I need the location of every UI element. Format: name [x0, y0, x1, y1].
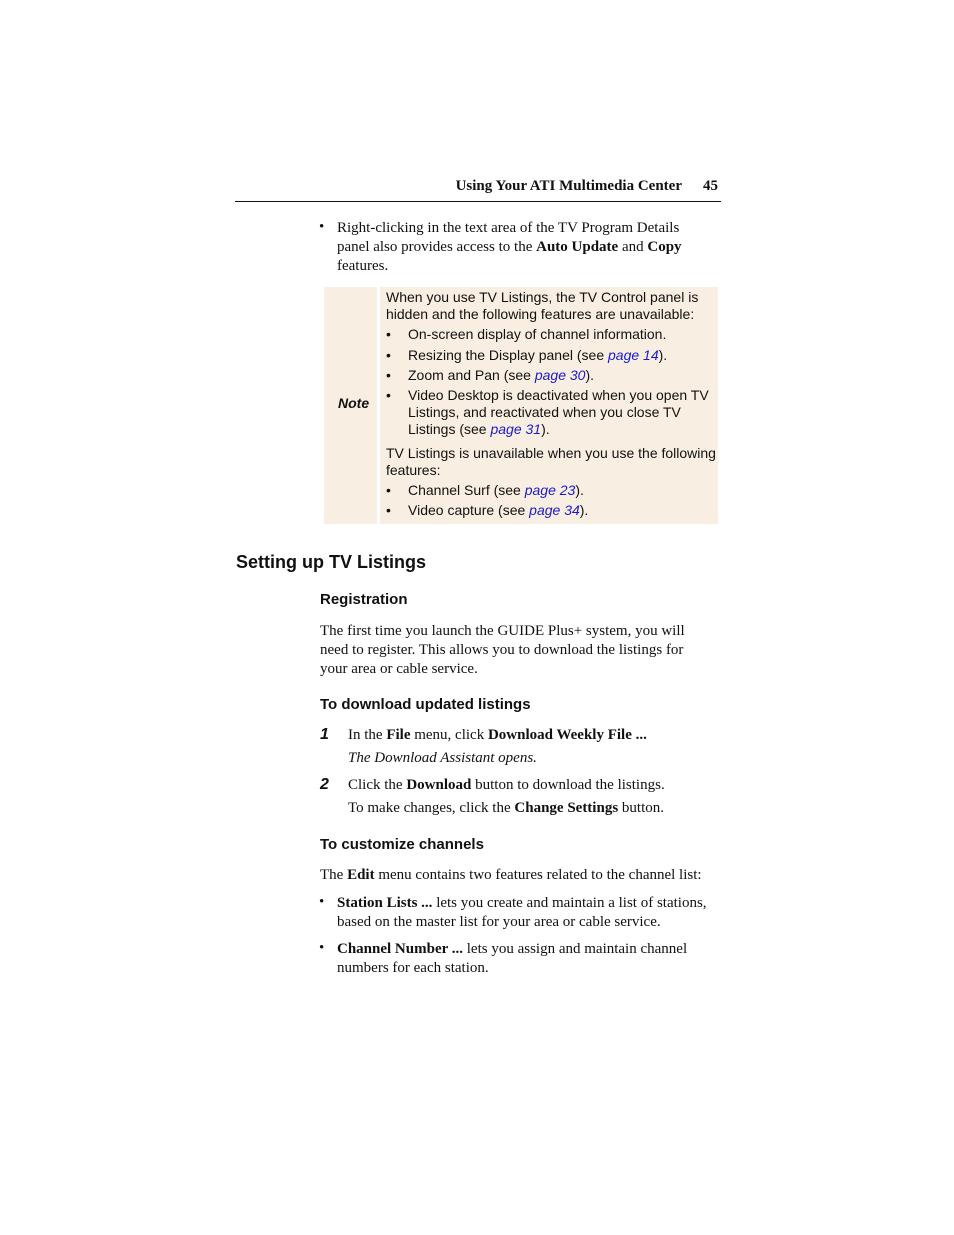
bullet-icon: • [386, 482, 391, 498]
note-item-text: Resizing the Display panel (see [408, 347, 608, 363]
bullet-icon: • [319, 219, 325, 235]
intro-bullet-text [337, 219, 717, 276]
step-text [348, 776, 665, 795]
note-label-cell [324, 287, 377, 524]
note-paragraph [386, 289, 716, 323]
note-item [408, 482, 584, 499]
step-number: 1 [320, 726, 329, 743]
note-line: hidden and the following features are unavailable: [386, 306, 695, 322]
file-menu-term: File [386, 727, 411, 743]
note-item [408, 387, 716, 438]
paragraph-line: your area or cable service. [320, 661, 478, 677]
copy-term: Copy [647, 239, 682, 255]
note-paragraph [386, 445, 716, 479]
bullet-icon: • [319, 894, 325, 910]
note-item-line: Listings, and reactivated when you close TV [408, 404, 681, 420]
note-item-text: Zoom and Pan (see [408, 367, 535, 383]
note-content-cell [380, 287, 718, 524]
note-item: On-screen display of channel information. [408, 326, 667, 342]
step-note [348, 799, 664, 818]
auto-update-term: Auto Update [536, 239, 619, 255]
note-item-text: ). [658, 347, 668, 363]
note-line: When you use TV Listings, the TV Control panel is [386, 289, 699, 305]
paragraph-line: The first time you launch the GUIDE Plus+ system, you will [320, 623, 685, 639]
step-text-part: button to download the listings. [471, 777, 665, 793]
customize-heading: To customize channels [320, 836, 484, 853]
intro-text: panel also provides access to the [337, 239, 537, 255]
page-link[interactable]: page 30 [534, 367, 586, 383]
note-item-text: ). [585, 367, 595, 383]
bullet-icon: • [386, 347, 391, 363]
note-item-text: Video capture (see [408, 502, 530, 518]
page-link[interactable]: page 34 [529, 502, 580, 518]
edit-menu-term: Edit [347, 867, 375, 883]
step-text-part: menu, click [410, 727, 488, 743]
note-item-line: Video Desktop is deactivated when you open TV [408, 387, 709, 403]
page-number: 45 [703, 178, 718, 194]
step-text-part: button. [618, 800, 664, 816]
note-item-line [408, 421, 716, 438]
download-heading: To download updated listings [320, 696, 531, 713]
step-text-part: Click the [348, 777, 407, 793]
page-link[interactable]: page 23 [524, 482, 576, 498]
note-item-text: ). [579, 502, 589, 518]
bullet-icon: • [386, 367, 391, 383]
bullet-icon: • [386, 387, 391, 403]
intro-text: The [320, 867, 348, 883]
customize-intro [320, 866, 702, 885]
step-number: 2 [320, 776, 329, 793]
header-rule [235, 201, 721, 202]
intro-text: and [618, 239, 648, 255]
bullet-line: based on the master list for your area or cable service. [337, 914, 661, 930]
intro-line: Right-clicking in the text area of the TV Program Details [337, 220, 680, 236]
customize-bullet [337, 940, 722, 978]
note-item [408, 502, 588, 519]
note-item-text: ). [541, 421, 550, 437]
download-button-term: Download [406, 777, 472, 793]
change-settings-term: Change Settings [514, 800, 619, 816]
station-lists-term: Station Lists ... [337, 895, 433, 911]
paragraph-line: need to register. This allows you to download the listings for [320, 642, 684, 658]
step-result: The Download Assistant opens. [348, 750, 537, 766]
download-weekly-file-term: Download Weekly File ... [487, 727, 647, 743]
customize-bullet [337, 894, 722, 932]
bullet-icon: • [386, 502, 391, 518]
running-header [236, 176, 720, 200]
bullet-line [337, 940, 722, 959]
note-line: TV Listings is unavailable when you use the following [386, 445, 716, 461]
bullet-icon: • [319, 940, 325, 956]
note-item-text: Channel Surf (see [408, 482, 525, 498]
section-heading: Setting up TV Listings [236, 552, 426, 572]
intro-line [337, 238, 717, 257]
bullet-text: lets you create and maintain a list of stations, [432, 895, 707, 911]
page-link[interactable]: page 14 [608, 347, 659, 363]
note-item [408, 367, 594, 384]
step-text [348, 726, 647, 745]
note-label: Note [338, 395, 370, 411]
bullet-icon: • [386, 326, 391, 342]
bullet-line: numbers for each station. [337, 960, 489, 976]
note-line: features: [386, 462, 441, 478]
bullet-line [337, 894, 722, 913]
step-text-part: To make changes, click the [348, 800, 515, 816]
note-item-text: ). [575, 482, 584, 498]
channel-number-term: Channel Number ... [337, 941, 463, 957]
registration-paragraph [320, 622, 720, 679]
intro-text: menu contains two features related to the channel list: [374, 867, 702, 883]
note-item [408, 347, 667, 364]
header-title: Using Your ATI Multimedia Center [455, 178, 682, 194]
intro-line: features. [337, 258, 389, 274]
note-item-text: Listings (see [408, 421, 491, 437]
bullet-text: lets you assign and maintain channel [463, 941, 688, 957]
registration-heading: Registration [320, 591, 408, 608]
page-link[interactable]: page 31 [490, 421, 542, 437]
step-text-part: In the [348, 727, 387, 743]
